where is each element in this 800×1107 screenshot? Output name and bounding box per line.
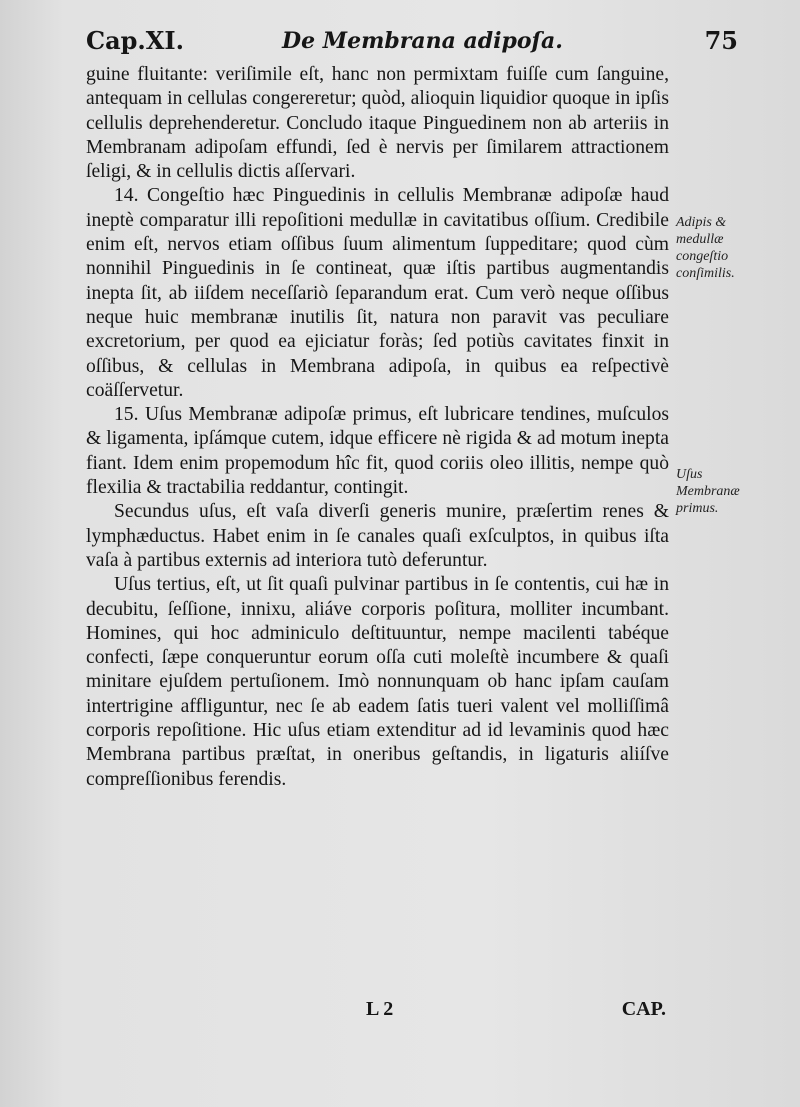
catchword: CAP. — [621, 998, 666, 1020]
signature-mark: L 2 — [366, 998, 394, 1020]
body-text — [86, 63, 669, 792]
page-footer — [86, 998, 666, 1026]
paragraph-14: 14. Congeſtio hæc Pinguedinis in cellulis Membranæ adipoſæ haud ineptè comparatur illi repoſitioni medullæ in cavitatibus oſſium. Credibile enim eſt, nervos etiam oſſibus ſuum alimentum ſuppeditare; quod cùm nonnihil Pinguedinis in ſe contineat, quæ iſtis partibus augmentandis inepta ſit, ab iiſdem neceſſariò ſeparandum erat. Cum verò neque oſſibus neque huic membranæ inutilis ſit, natura non paravit vas peculiare excretorium, per quod ea ejiciatur foràs; ſed potiùs cavitates finxit in oſſibus, & cellulas in Membrana adipoſa, in quibus ea reſpectivè coäſſervetur. — [86, 185, 669, 401]
page-number: 75 — [704, 26, 738, 55]
margin-note-adipis: Adipis & medullæ congeſtio conſimilis. — [676, 215, 735, 281]
chapter-label: Cap.XI. — [86, 26, 184, 55]
running-title: De Membrana adipoſa. — [282, 28, 563, 54]
running-header — [86, 26, 738, 62]
paragraph-tertius-usus: Uſus tertius, eſt, ut ſit quaſi pulvinar partibus in ſe contentis, cui hæ in decubitu, ſeſſione, innixu, aliáve corporis poſitura, molliter incumbant. Homines, qui hoc adminiculo deſtituuntur, nempe macilenti tabéque confecti, ſæpe conqueruntur eorum oſſa cuti moleſtè incumbere & quaſi minitare ejuſdem pertuſionem. Imò nonnunquam ob hanc ipſam cauſam intertrigine affliguntur, nec ſe ab eadem ſatis tueri valent vel molliſſimâ corporis repoſitione. Hic uſus etiam extenditur ad id levaminis quod hæc Membrana partibus præſtat, in oneribus geſtandis, in ligaturis aliíſve compreſſionibus ferendis. — [86, 574, 669, 790]
paragraph-secundus-usus: Secundus uſus, eſt vaſa diverſi generis munire, præſertim renes & lymphæductus. Habet enim in ſe canales quaſi exſculptos, in quibus iſta vaſa à partibus externis ad interiora tutò deferuntur. — [86, 501, 669, 571]
paragraph-15: 15. Uſus Membranæ adipoſæ primus, eſt lubricare tendines, muſculos & ligamenta, ipſámque cutem, idque efficere nè rigida & ad motum inepta fiant. Idem enim propemodum hîc fit, quod coriis oleo illitis, nempe quò flexilia & tractabilia reddantur, contingit. — [86, 404, 669, 499]
paragraph-continued: guine fluitante: veriſimile eſt, hanc non permixtam fuiſſe cum ſanguine, antequam in cellulas congereretur; quòd, alioquin liquidior quoque in ipſis cellulis deprehenderetur. Concludo itaque Pinguedinem non ab arteriis in Membranam adipoſam effundi, ſed è nervis per ſimilarem attractionem ſeligi, & in cellulis dictis aſſervari. — [86, 64, 669, 183]
margin-note-usus-primus: Uſus Membranæ primus. — [676, 467, 740, 516]
